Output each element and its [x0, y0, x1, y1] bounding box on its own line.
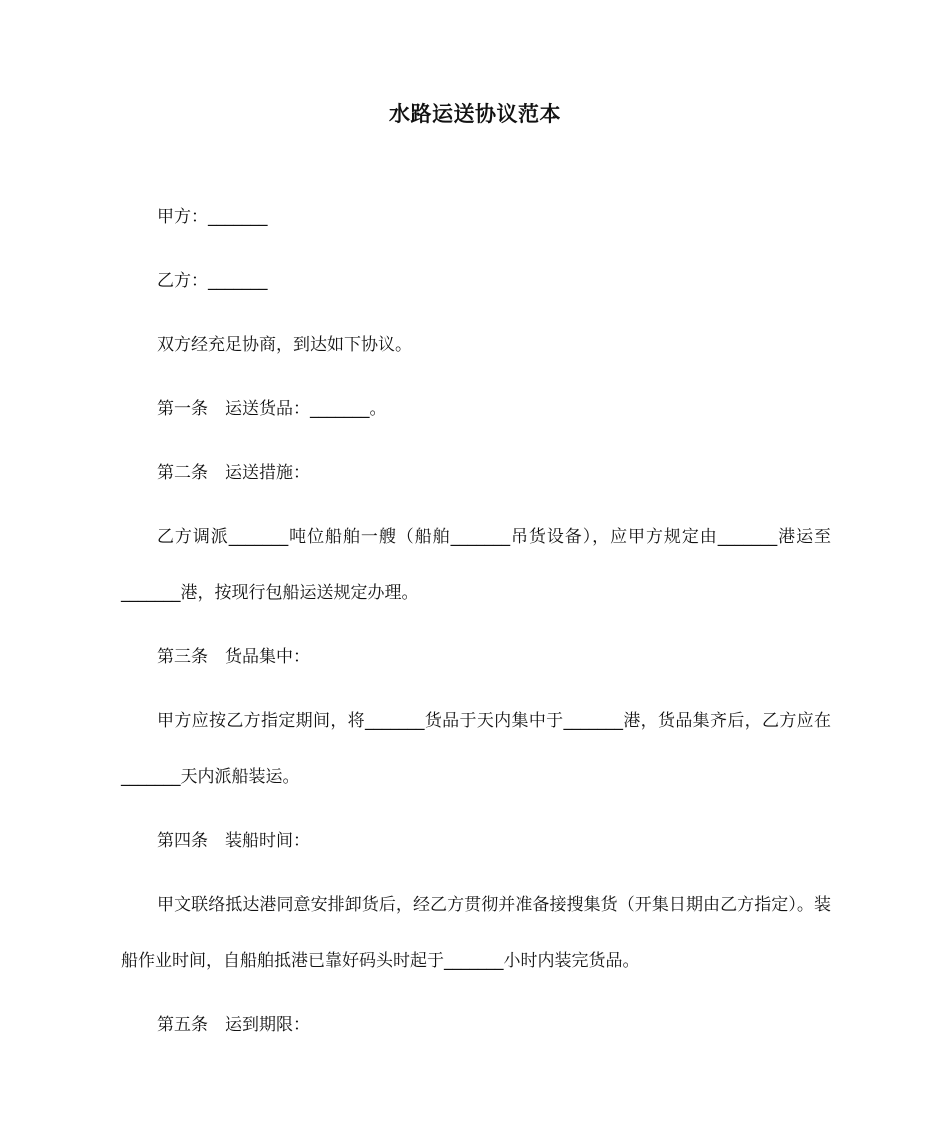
article-2-body: 乙方调派_______吨位船舶一艘（船舶_______吊货设备），应甲方规定由_______港运至_______港，按现行包船运送规定办理。: [121, 527, 831, 603]
article-3-number: 第三条: [157, 647, 208, 667]
article-4-text: 装船时间：: [225, 831, 310, 851]
article-2-number: 第二条: [157, 463, 208, 483]
article-3-body: 甲方应按乙方指定期间，将_______货品于天内集中于_______港，货品集齐后，乙方应在_______天内派船装运。: [121, 711, 831, 787]
party-a-line: 甲方：_______: [157, 207, 268, 227]
article-1-text: 运送货品：_______。: [225, 399, 387, 419]
article-5-text: 运到期限：: [225, 1015, 310, 1035]
article-2-text: 运送措施：: [225, 463, 310, 483]
article-5-number: 第五条: [157, 1015, 208, 1035]
article-3-heading: [121, 629, 831, 685]
article-4-heading: [121, 813, 831, 869]
preamble-paragraph: 双方经充足协商，到达如下协议。: [157, 335, 412, 355]
article-4-number: 第四条: [157, 831, 208, 851]
article-2-heading: [121, 445, 831, 501]
article-1-number: 第一条: [157, 399, 208, 419]
article-5-heading: [121, 997, 831, 1053]
document-title: 水路运送协议范本: [389, 102, 561, 126]
article-1-heading: [121, 381, 831, 437]
party-b-line: 乙方：_______: [157, 271, 268, 291]
article-4-body: 甲文联络抵达港同意安排卸货后，经乙方贯彻并准备接搜集货（开集日期由乙方指定）。装船作业时间，自船舶抵港已靠好码头时起于_______小时内装完货品。: [121, 895, 831, 971]
document-body: [121, 189, 831, 1053]
article-3-text: 货品集中：: [225, 647, 310, 667]
